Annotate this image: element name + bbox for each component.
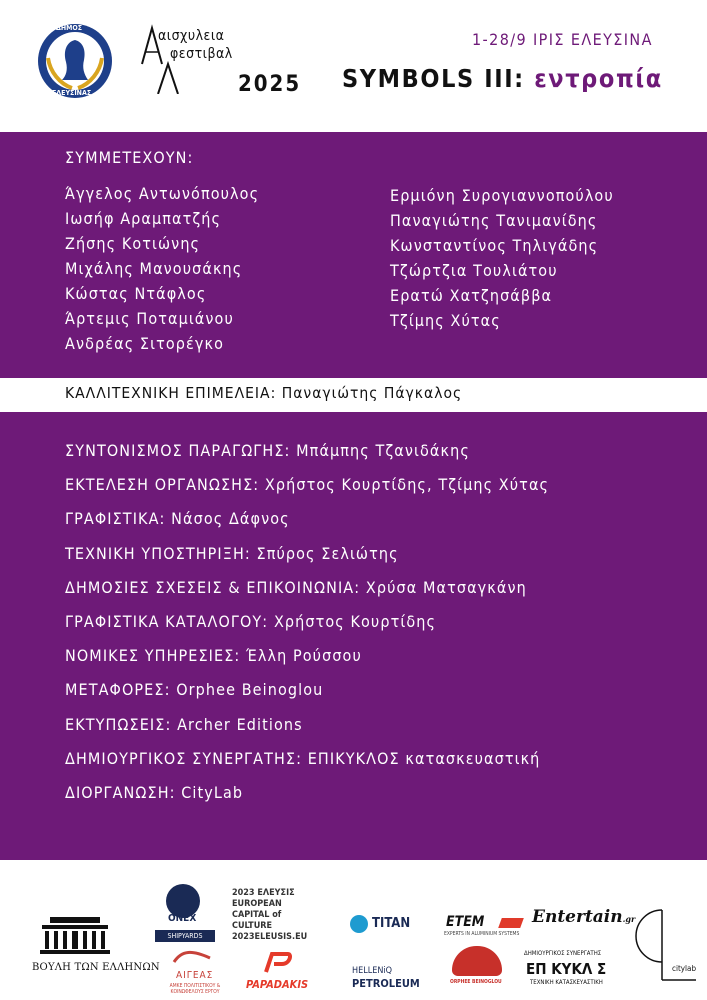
credit-role: ΓΡΑΦΙΣΤΙΚΑ: xyxy=(65,509,172,529)
etem-sub: EXPERTS IN ALUMINIUM SYSTEMS xyxy=(444,931,520,937)
papadakis-text: PAPADAKIS xyxy=(246,978,309,991)
participants-label: ΣΥΜΜΕΤΕΧΟΥΝ: xyxy=(65,148,194,167)
vouli-text: ΒΟΥΛΗ ΤΩΝ ΕΛΛΗΝΩΝ xyxy=(32,962,160,973)
papadakis-icon xyxy=(262,952,292,974)
entertain-suffix: .gr xyxy=(622,914,636,924)
event-dates: 1-28/9 ΙΡΙΣ ΕΛΕΥΣΙΝΑ xyxy=(472,30,653,49)
credit-row xyxy=(65,677,549,711)
participant-name: Ανδρέας Σιτορέγκο xyxy=(65,334,224,353)
credit-row xyxy=(65,712,549,746)
credit-row xyxy=(65,575,549,609)
year: 2025 xyxy=(238,72,302,97)
credit-row xyxy=(65,472,549,506)
crest-text-top: ΔΗΜΟΣ xyxy=(56,24,83,32)
onex-text: ONEX xyxy=(168,913,197,924)
participants-left-column xyxy=(65,181,259,356)
etem-text: ETEM xyxy=(446,914,485,930)
municipality-crest-logo xyxy=(36,22,114,100)
credit-row xyxy=(65,438,549,472)
credit-name: Χρήστος Κουρτίδης, Τζίμης Χύτας xyxy=(264,475,550,495)
epikyklos-sub: ΤΕΧΝΙΚΗ ΚΑΤΑΣΚΕΥΑΣΤΙΚΗ xyxy=(530,979,603,986)
credit-row xyxy=(65,780,549,814)
credit-name: Νάσος Δάφνος xyxy=(171,509,290,529)
participant-name: Ιωσήφ Αραμπατζής xyxy=(65,209,222,228)
crest-text-bottom: ΕΛΕΥΣΙΝΑΣ xyxy=(52,89,92,97)
participant-name: Τζώρτζια Τουλιάτου xyxy=(390,261,558,280)
credit-role: ΔΗΜΟΣΙΕΣ ΣΧΕΣΕΙΣ & ΕΠΙΚΟΙΝΩΝΙΑ: xyxy=(65,577,366,597)
orphee-text: ORPHEE BEINOGLOU xyxy=(450,979,502,985)
participant-name: Τζίμης Χύτας xyxy=(390,311,501,330)
entertain-text xyxy=(532,907,635,927)
participant-name: Ερατώ Χατζησάββα xyxy=(390,286,553,305)
aeschylia-festival-logo xyxy=(140,24,250,94)
festival-logo-line2: φεστιβαλ xyxy=(170,46,233,62)
credit-row xyxy=(65,643,549,677)
credit-name: Archer Editions xyxy=(177,714,303,734)
credit-role: ΝΟΜΙΚΕΣ ΥΠΗΡΕΣΙΕΣ: xyxy=(65,646,247,666)
onex-sub: SHIPYARDS xyxy=(155,930,215,942)
credit-role: ΜΕΤΑΦΟΡΕΣ: xyxy=(65,680,177,700)
credit-role: ΣΥΝΤΟΝΙΣΜΟΣ ΠΑΡΑΓΩΓΗΣ: xyxy=(65,441,297,460)
participant-name: Παναγιώτης Τανιμανίδης xyxy=(390,211,598,230)
curator-line xyxy=(65,384,462,402)
festival-logo-line1: αισχυλεια xyxy=(158,28,225,44)
orphee-icon xyxy=(452,946,502,976)
participant-name: Άρτεμις Ποταμιάνου xyxy=(65,309,234,328)
credit-role: ΕΚΤΥΠΩΣΕΙΣ: xyxy=(65,714,178,734)
credit-name: Μπάμπης Τζανιδάκης xyxy=(296,441,470,460)
credit-role: ΓΡΑΦΙΣΤΙΚΑ ΚΑΤΑΛΟΓΟΥ: xyxy=(65,611,274,631)
credit-role: ΔΗΜΙΟΥΡΓΙΚΟΣ ΣΥΝΕΡΓΑΤΗΣ: xyxy=(65,748,308,768)
credit-row xyxy=(65,746,549,780)
epikyklos-top: ΔΗΜΙΟΥΡΓΙΚΟΣ ΣΥΝΕΡΓΑΤΗΣ xyxy=(524,950,602,957)
credit-row xyxy=(65,609,549,643)
participant-name: Ζήσης Κοτιώνης xyxy=(65,234,201,253)
title-main: SYMBOLS III: xyxy=(342,64,535,93)
credits-list xyxy=(65,438,549,814)
credit-name: CityLab xyxy=(181,782,244,802)
credit-name: Orphee Beinoglou xyxy=(176,680,324,700)
participant-name: Κωνσταντίνος Τηλιγάδης xyxy=(390,236,599,255)
aigeas-sub: ΑΜΚΕ ΠΟΛΙΤΙΣΤΙΚΟΥ & ΚΟΙΝΩΦΕΛΟΥΣ ΕΡΓΟΥ xyxy=(169,983,221,995)
participant-name: Ερμιόνη Συρογιαννοπούλου xyxy=(390,186,614,205)
credit-role: ΕΚΤΕΛΕΣΗ ΟΡΓΑΝΩΣΗΣ: xyxy=(65,475,265,495)
aigeas-text: ΑΙΓΕΑΣ xyxy=(176,970,214,981)
helleniq-text: HELLENiQ xyxy=(352,966,393,976)
helleniq-petroleum-text: PETROLEUM xyxy=(352,977,420,990)
participant-name: Κώστας Ντάφλος xyxy=(65,284,207,303)
curator-label: ΚΑΛΛΙΤΕΧΝΙΚΗ ΕΠΙΜΕΛΕΙΑ: xyxy=(65,384,282,402)
participant-name: Μιχάλης Μανουσάκης xyxy=(65,259,243,278)
curator-name: Παναγιώτης Πάγκαλος xyxy=(281,384,463,402)
credit-name: Χρύσα Ματσαγκάνη xyxy=(365,577,527,597)
citylab-text: citylab xyxy=(672,964,697,973)
credit-name: Χρήστος Κουρτίδης xyxy=(273,611,436,631)
title-sub: εντροπία xyxy=(534,64,663,93)
aigeas-icon xyxy=(172,946,212,966)
participants-right-column xyxy=(390,183,614,333)
participant-name: Άγγελος Αντωνόπουλος xyxy=(65,184,260,203)
entertain-main: Entertain xyxy=(532,907,623,927)
credit-row xyxy=(65,541,549,575)
vouli-logo xyxy=(30,905,120,965)
titan-icon xyxy=(350,915,368,933)
credit-name: Έλλη Ρούσσου xyxy=(246,646,362,666)
etem-accent-icon xyxy=(498,918,524,928)
titan-text: TITAN xyxy=(372,916,411,931)
credit-role: ΔΙΟΡΓΑΝΩΣΗ: xyxy=(65,782,182,802)
credit-name: Σπύρος Σελιώτης xyxy=(256,543,399,563)
eleusis-2023-logo: 2023 ΕΛΕΥΣΙΣ EUROPEAN CAPITAL of CULTURE 2023ELEUSIS.EU xyxy=(232,888,308,942)
credit-role: ΤΕΧΝΙΚΗ ΥΠΟΣΤΗΡΙΞΗ: xyxy=(65,543,257,563)
credit-row xyxy=(65,506,549,540)
exhibition-title xyxy=(342,64,663,93)
epikyklos-text: ΕΠ ΚΥΚΛ Σ xyxy=(526,960,607,978)
credit-name: ΕΠΙΚΥΚΛΟΣ κατασκευαστική xyxy=(307,748,541,768)
